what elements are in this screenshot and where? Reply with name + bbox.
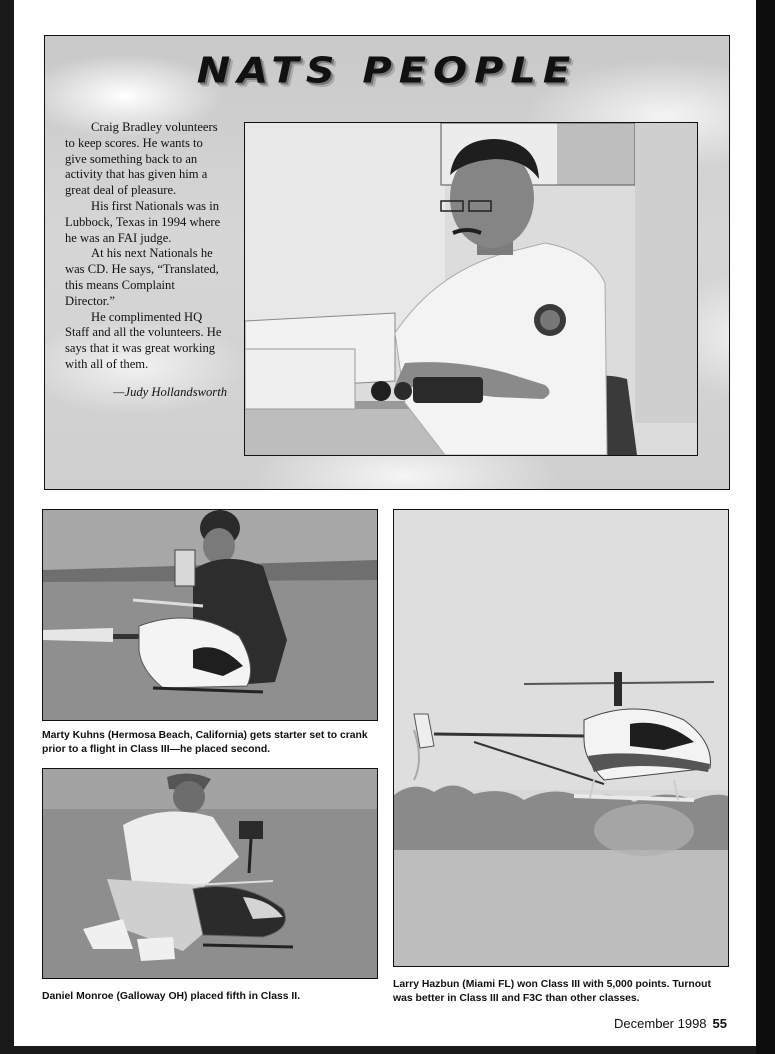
- photo-larry-hazbun: [393, 509, 729, 967]
- photo-marty-illustration: [43, 510, 377, 720]
- photo-daniel-monroe: [42, 768, 378, 979]
- scan-edge: [756, 0, 775, 1054]
- article-paragraph-2: His first Nationals was in Lubbock, Texas in 1994 where he was an FAI judge.: [65, 198, 221, 245]
- photo-craig-illustration: [245, 123, 697, 455]
- article-paragraph-1: Craig Bradley volunteers to keep scores. He wants to give something back to an activity that has given him a great deal of pleasure.: [65, 120, 218, 198]
- page-number: 55: [712, 1016, 727, 1031]
- page-folio: [614, 1016, 727, 1031]
- article-paragraph-4: He complimented HQ Staff and all the volunteers. He says that it was great working with all of them.: [65, 309, 222, 371]
- photo-marty-kuhns: [42, 509, 378, 721]
- page-title: NATS PEOPLE: [196, 50, 578, 92]
- caption-daniel: Daniel Monroe (Galloway OH) placed fifth in Class II.: [42, 991, 301, 1002]
- article-text: [65, 120, 227, 401]
- article-author: —Judy Hollandsworth: [113, 384, 227, 399]
- feature-box: [44, 35, 730, 490]
- folio-date: December 1998: [614, 1016, 707, 1031]
- photo-daniel-illustration: [43, 769, 377, 978]
- article-paragraph-3: At his next Nationals he was CD. He says, “Translated, this means Complaint Director.”: [65, 246, 219, 308]
- caption-larry: Larry Hazbun (Miami FL) won Class III with 5,000 points. Turnout was better in Class III and F3C than other classes.: [393, 979, 711, 1004]
- caption-marty: Marty Kuhns (Hermosa Beach, California) gets starter set to crank prior to a flight in Class III—he placed second.: [42, 730, 368, 755]
- photo-craig-bradley: [244, 122, 698, 456]
- photo-larry-illustration: [394, 510, 728, 966]
